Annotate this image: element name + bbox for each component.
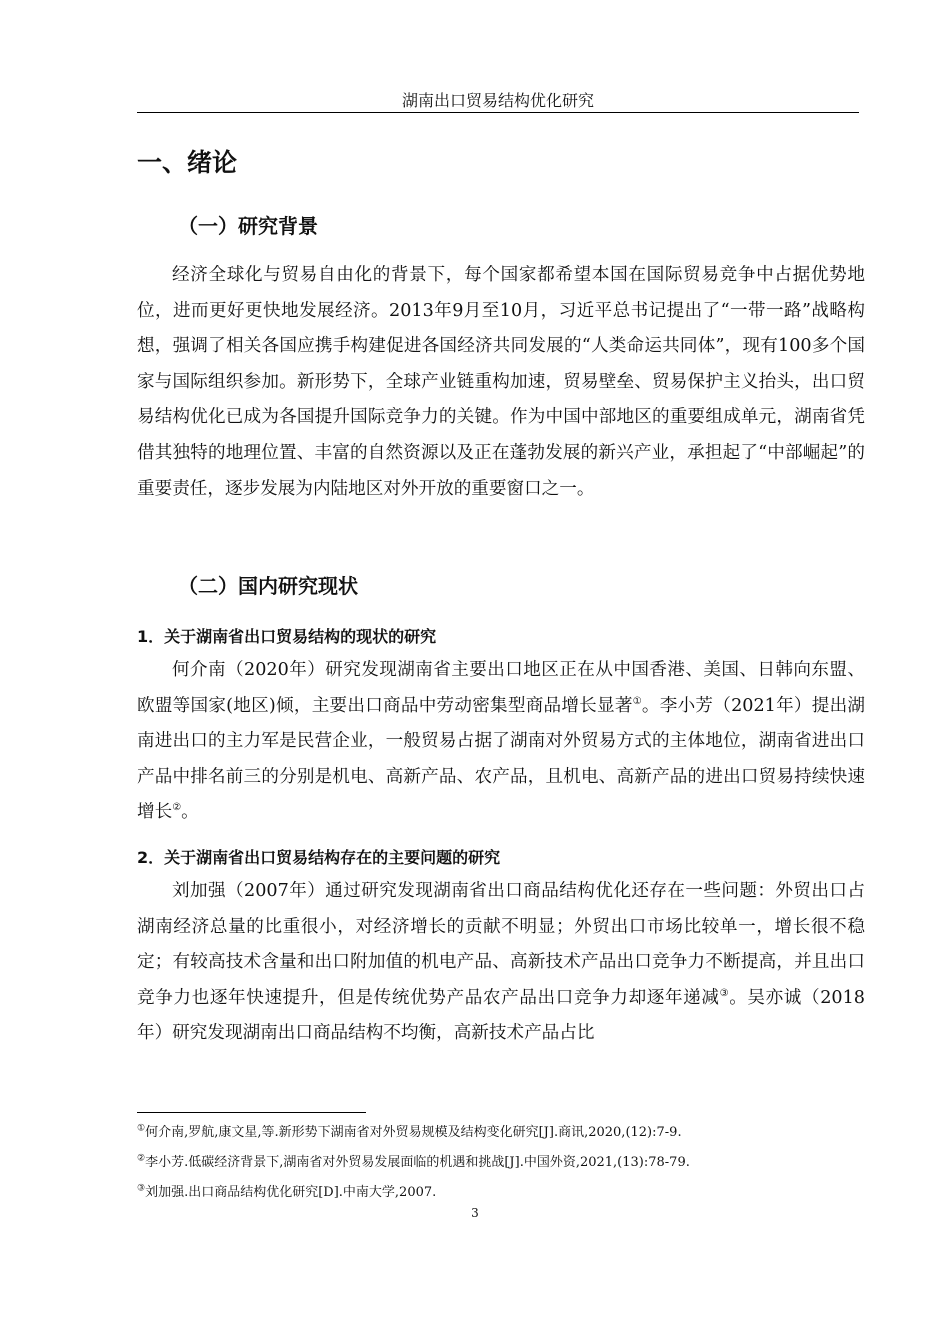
footnote-text: 刘加强.出口商品结构优化研究[D].中南大学,2007. [145, 1185, 437, 1200]
footnote-3 [137, 1184, 865, 1202]
paragraph-text: 刘加强（2007年）通过研究发现湖南省出口商品结构优化还存在一些问题：外贸出口占湖南经济总量的比重很小，对经济增长的贡献不明显；外贸出口市场比较单一，增长很不稳定；有较高技术含量和出口附加值的机电产品、高新技术产品出口竞争力不断提高，并且出口竞争力也逐年快速提升，但是传统优势产品农产品出口竞争力却逐年递减 [137, 881, 865, 1008]
chapter-title: 一、绪论 [137, 148, 238, 177]
footnote-mark: ① [137, 1123, 146, 1134]
paragraph-text: 。吴亦诚（2018年）研究发现湖南出口商品结构不均衡，高新技术产品占比 [137, 987, 865, 1044]
paragraph-text: 何介南（2020年）研究发现湖南省主要出口地区正在从中国香港、美国、日韩向东盟、欧盟等国家(地区)倾，主要出口商品中劳动密集型商品增长显著 [137, 660, 865, 716]
footnote-text: 何介南,罗航,康文星,等.新形势下湖南省对外贸易规模及结构变化研究[J].商讯,2020,(12):7-9. [145, 1125, 682, 1140]
paragraph-text: 。 [181, 802, 199, 823]
header-rule [137, 112, 859, 113]
footnote-1 [137, 1124, 865, 1142]
footnote-text: 李小芳.低碳经济背景下,湖南省对外贸易发展面临的机遇和挑战[J].中国外资,2021,(13):78-79. [145, 1155, 690, 1170]
subsection-heading-2: 2．关于湖南省出口贸易结构存在的主要问题的研究 [137, 848, 501, 867]
running-header: 湖南出口贸易结构优化研究 [401, 91, 594, 110]
footnote-separator [137, 1112, 366, 1113]
footnote-2 [137, 1154, 865, 1172]
paragraph-background: 经济全球化与贸易自由化的背景下，每个国家都希望本国在国际贸易竞争中占据优势地位，进而更好更快地发展经济。2013年9月至10月，习近平总书记提出了“一带一路”战略构想，强调了相关各国应携手构建促进各国经济共同发展的“人类命运共同体”，现有100多个国家与国际组织参加。新形势下，全球产业链重构加速，贸易壁垒、贸易保护主义抬头，出口贸易结构优化已成为各国提升国际竞争力的关键。作为中国中部地区的重要组成单元，湖南省凭借其独特的地理位置、丰富的自然资源以及正在蓬勃发展的新兴产业，承担起了“中部崛起”的重要责任，逐步发展为内陆地区对外开放的重要窗口之一。 [137, 265, 865, 499]
section-heading-background: （一）研究背景 [178, 214, 318, 238]
subsection-heading-1: 1．关于湖南省出口贸易结构的现状的研究 [137, 627, 437, 646]
footnote-marker-2[interactable]: ② [172, 802, 182, 814]
footnote-mark: ② [137, 1153, 146, 1164]
footnote-mark: ③ [137, 1183, 146, 1194]
page-number: 3 [471, 1206, 479, 1220]
footnote-marker-3[interactable]: ③ [719, 987, 730, 999]
paragraph-subsection-1 [137, 653, 865, 831]
paragraph-subsection-2 [137, 874, 865, 1052]
paragraph-text: 。李小芳（2021年）提出湖南进出口的主力军是民营企业，一般贸易占据了湖南对外贸易方式的主体地位，湖南省进出口产品中排名前三的分别是机电、高新产品、农产品，且机电、高新产品的进出口贸易持续快速增长 [137, 695, 866, 823]
footnote-marker-1[interactable]: ① [632, 695, 642, 707]
section-heading-domestic: （二）国内研究现状 [178, 574, 358, 598]
